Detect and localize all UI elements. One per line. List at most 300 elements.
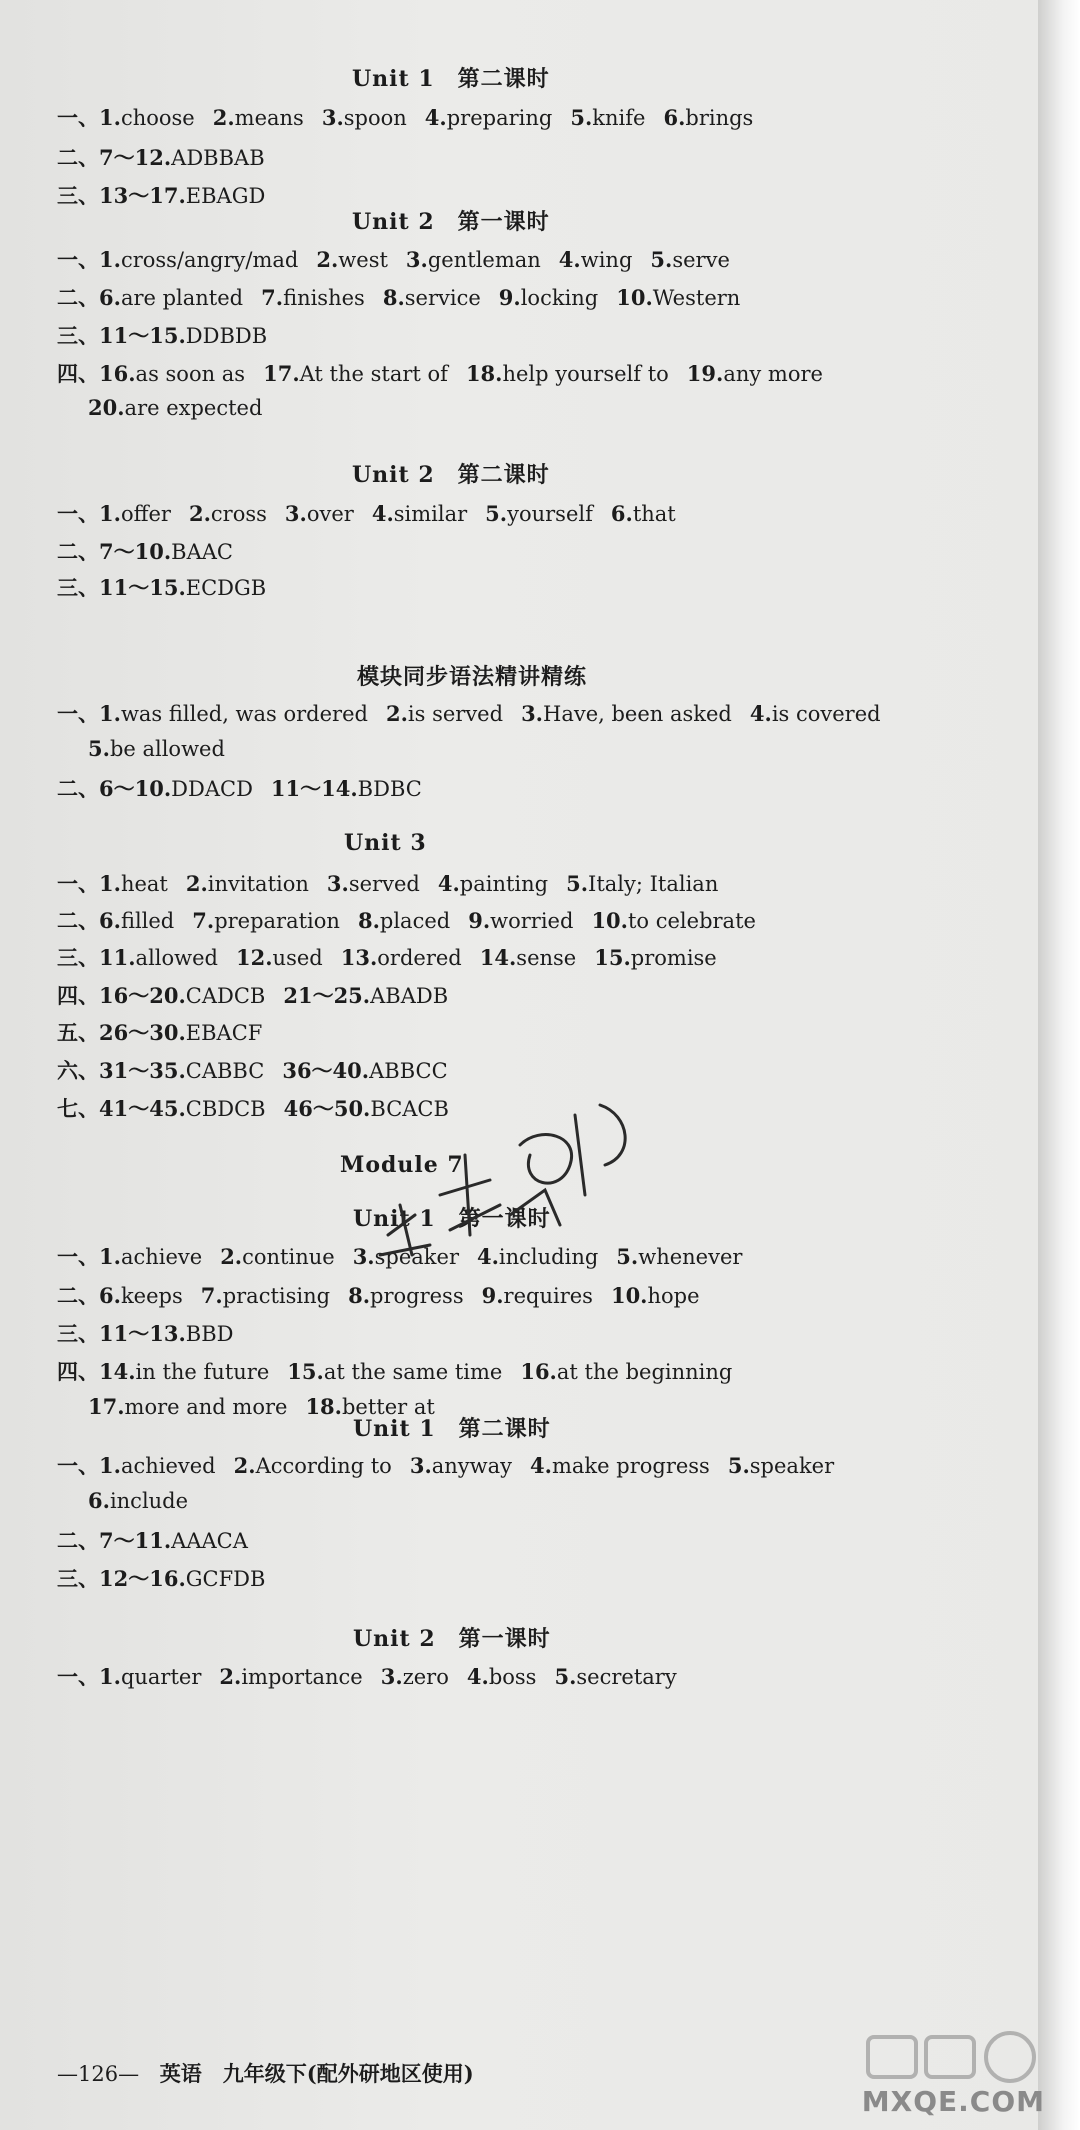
answer-item xyxy=(372,501,467,526)
answer-item xyxy=(99,1359,269,1384)
question-number: 6. xyxy=(99,285,121,310)
answer-item xyxy=(99,871,168,896)
answer-item xyxy=(99,701,368,726)
question-number: 2. xyxy=(185,871,208,896)
answer-text: invitation xyxy=(207,872,309,896)
part-label: 四、 xyxy=(57,1359,99,1384)
answer-row xyxy=(57,180,283,210)
answer-item xyxy=(285,501,354,526)
question-number: 4. xyxy=(437,871,460,896)
answer-text: offer xyxy=(120,502,171,526)
answer-item xyxy=(570,105,645,130)
answer-row xyxy=(57,572,284,602)
question-number: 3. xyxy=(521,701,543,726)
answer-item xyxy=(559,247,633,272)
part-label: 一、 xyxy=(57,1453,99,1478)
answer-item xyxy=(99,180,265,210)
section-title: Unit 2 第一课时 xyxy=(352,209,550,235)
answer-item xyxy=(520,1359,732,1384)
answer-text: include xyxy=(109,1489,189,1513)
part-label: 二、 xyxy=(57,145,99,170)
answer-text: continue xyxy=(242,1245,335,1269)
answer-item xyxy=(99,1244,202,1269)
answer-text: finishes xyxy=(283,286,365,310)
answer-item xyxy=(616,285,740,310)
answer-row xyxy=(57,1356,750,1386)
answer-text: EBAGD xyxy=(185,184,266,208)
answer-item xyxy=(322,105,407,130)
answer-text: was filled, was ordered xyxy=(120,702,368,726)
handwritten-scribble-graphic xyxy=(370,1085,670,1275)
answer-text: are planted xyxy=(120,286,244,310)
answer-item xyxy=(663,105,753,130)
answer-text: better at xyxy=(341,1395,435,1419)
answer-item xyxy=(99,1453,216,1478)
question-number: 5. xyxy=(485,501,508,526)
question-number: 5. xyxy=(88,736,110,761)
answer-item xyxy=(234,1453,392,1478)
answer-item xyxy=(213,105,304,130)
answer-item xyxy=(466,361,669,386)
answer-item xyxy=(99,285,243,310)
answer-item xyxy=(99,1664,201,1689)
answer-row xyxy=(57,1017,280,1047)
question-number: 3. xyxy=(284,501,307,526)
section-title: Unit 1 第二课时 xyxy=(353,1416,551,1442)
page-edge xyxy=(1038,0,1080,2130)
answer-text: boss xyxy=(488,1665,537,1689)
question-number: 16～20. xyxy=(99,983,186,1008)
question-number: 18. xyxy=(465,361,503,386)
answer-text: speaker xyxy=(749,1454,835,1478)
answer-text: including xyxy=(498,1245,599,1269)
answer-text: whenever xyxy=(638,1245,743,1269)
answer-item xyxy=(650,247,729,272)
answer-row xyxy=(57,142,283,172)
answer-text: hope xyxy=(647,1284,700,1308)
question-number: 41～45. xyxy=(99,1096,186,1121)
answer-item xyxy=(263,361,448,386)
answer-item xyxy=(386,701,503,726)
question-number: 2. xyxy=(219,1664,242,1689)
answer-item xyxy=(88,395,262,420)
answer-row xyxy=(57,358,841,388)
question-number: 9. xyxy=(468,908,491,933)
part-label: 二、 xyxy=(57,1528,99,1553)
answer-text: painting xyxy=(459,872,549,896)
answer-item xyxy=(358,908,450,933)
answer-text: service xyxy=(404,286,481,310)
answer-item xyxy=(88,1488,188,1513)
answer-item xyxy=(99,247,298,272)
answer-text: yourself xyxy=(507,502,593,526)
answer-text: more and more xyxy=(124,1395,288,1419)
answer-text: ordered xyxy=(377,946,462,970)
answer-item xyxy=(99,945,218,970)
question-number: 6. xyxy=(99,908,121,933)
answer-text: is covered xyxy=(771,702,881,726)
answer-text: over xyxy=(306,502,354,526)
answer-item xyxy=(383,285,481,310)
answer-item xyxy=(499,285,598,310)
answer-item xyxy=(482,1283,593,1308)
question-number: 12～16. xyxy=(99,1566,186,1591)
answer-row xyxy=(57,942,735,972)
part-label: 一、 xyxy=(57,1664,99,1689)
answer-text: progress xyxy=(370,1284,464,1308)
question-number: 2. xyxy=(212,105,235,130)
part-label: 二、 xyxy=(57,908,99,933)
answer-text: Western xyxy=(652,286,741,310)
question-number: 6. xyxy=(88,1488,110,1513)
part-label: 五、 xyxy=(57,1020,99,1045)
question-number: 3. xyxy=(409,1453,432,1478)
answer-item xyxy=(348,1283,464,1308)
answer-row xyxy=(57,868,736,898)
answer-text: achieved xyxy=(120,1454,216,1478)
question-number: 14. xyxy=(479,945,517,970)
answer-row xyxy=(57,980,466,1010)
part-label: 七、 xyxy=(57,1096,99,1121)
answer-text: Have, been asked xyxy=(543,702,732,726)
answer-item xyxy=(287,1359,502,1384)
answer-item xyxy=(438,871,548,896)
answer-item xyxy=(611,1283,700,1308)
answer-text: placed xyxy=(379,909,451,933)
question-number: 7. xyxy=(261,285,284,310)
answer-item xyxy=(88,1394,287,1419)
answer-item xyxy=(99,773,253,803)
part-label: 二、 xyxy=(57,776,99,801)
answer-text: achieve xyxy=(120,1245,203,1269)
answer-row xyxy=(88,395,280,420)
part-label: 三、 xyxy=(57,323,99,348)
answer-text: in the future xyxy=(135,1360,270,1384)
answer-item xyxy=(99,1525,248,1555)
question-number: 17. xyxy=(263,361,300,386)
answer-item xyxy=(282,1055,447,1085)
question-number: 9. xyxy=(498,285,521,310)
answer-text: heat xyxy=(120,872,168,896)
question-number: 5. xyxy=(650,247,673,272)
answer-text: DDACD xyxy=(171,777,253,801)
question-number: 11～15. xyxy=(99,575,186,600)
part-label: 四、 xyxy=(57,361,99,386)
question-number: 8. xyxy=(382,285,405,310)
answer-item xyxy=(327,871,420,896)
part-label: 一、 xyxy=(57,501,99,526)
question-number: 13. xyxy=(340,945,378,970)
answer-item xyxy=(261,285,365,310)
question-number: 11～13. xyxy=(99,1321,186,1346)
answer-row xyxy=(57,1055,466,1085)
answer-text: EBACF xyxy=(185,1021,263,1045)
section-title: Unit 3 xyxy=(344,830,427,856)
answer-item xyxy=(99,572,266,602)
answer-row xyxy=(57,773,440,803)
answer-item xyxy=(485,501,593,526)
answer-text: importance xyxy=(241,1665,363,1689)
watermark-text: MXQE.COM xyxy=(861,2085,1045,2118)
question-number: 4. xyxy=(558,247,581,272)
answer-item xyxy=(99,1283,183,1308)
book-subject: 英语 九年级下(配外研地区使用) xyxy=(159,2061,474,2086)
section-title: Unit 1 第二课时 xyxy=(352,66,550,92)
answer-row xyxy=(57,102,771,132)
answer-text: BAAC xyxy=(171,540,233,564)
question-number: 2. xyxy=(188,501,211,526)
section-title: Unit 1 第一课时 xyxy=(353,1206,551,1232)
question-number: 7. xyxy=(192,908,215,933)
part-label: 一、 xyxy=(57,247,99,272)
answer-text: locking xyxy=(520,286,599,310)
answer-text: sense xyxy=(516,946,577,970)
answer-text: GCFDB xyxy=(185,1567,266,1591)
question-number: 15. xyxy=(594,945,631,970)
answer-row xyxy=(57,1563,283,1593)
answer-row xyxy=(57,698,899,728)
part-label: 六、 xyxy=(57,1058,99,1083)
answer-item xyxy=(219,1664,362,1689)
question-number: 3. xyxy=(380,1664,403,1689)
part-label: 三、 xyxy=(57,183,99,208)
answer-row xyxy=(57,320,285,350)
answer-row xyxy=(57,498,694,528)
answer-item xyxy=(99,536,233,566)
section-title: 模块同步语法精讲精练 xyxy=(357,664,588,690)
answer-row xyxy=(57,244,748,274)
answer-item xyxy=(530,1453,710,1478)
answer-row xyxy=(57,1450,852,1480)
question-number: 5. xyxy=(727,1453,750,1478)
answer-item xyxy=(99,142,265,172)
answer-text: cross xyxy=(210,502,267,526)
answer-text: to celebrate xyxy=(627,909,756,933)
answer-item xyxy=(566,871,718,896)
answer-text: ABADB xyxy=(370,984,449,1008)
answer-row xyxy=(57,905,774,935)
answer-text: worried xyxy=(490,909,574,933)
answer-text: used xyxy=(272,946,323,970)
answer-item xyxy=(468,908,573,933)
answer-item xyxy=(99,320,267,350)
answer-text: preparation xyxy=(214,909,340,933)
question-number: 2. xyxy=(233,1453,256,1478)
question-number: 6. xyxy=(99,1283,121,1308)
question-number: 6. xyxy=(663,105,686,130)
question-number: 6～10. xyxy=(99,776,172,801)
question-number: 21～25. xyxy=(283,983,371,1008)
answer-item xyxy=(99,1093,266,1123)
question-number: 1. xyxy=(99,501,121,526)
question-number: 1. xyxy=(99,701,121,726)
answer-item xyxy=(554,1664,676,1689)
answer-text: Italy; Italian xyxy=(588,872,719,896)
answer-item xyxy=(406,247,541,272)
answer-text: means xyxy=(234,106,304,130)
part-label: 四、 xyxy=(57,983,99,1008)
part-label: 二、 xyxy=(57,1283,99,1308)
answer-row xyxy=(57,1661,695,1691)
question-number: 19. xyxy=(686,361,724,386)
answer-text: zero xyxy=(402,1665,449,1689)
answer-item xyxy=(236,945,323,970)
answer-text: serve xyxy=(672,248,730,272)
question-number: 4. xyxy=(749,701,772,726)
part-label: 一、 xyxy=(57,1244,99,1269)
answer-text: BDBC xyxy=(357,777,422,801)
answer-item xyxy=(521,701,732,726)
answer-row xyxy=(88,1488,206,1513)
answer-text: At the start of xyxy=(299,362,448,386)
question-number: 16. xyxy=(520,1359,557,1384)
page-number: —126— xyxy=(57,2062,140,2086)
answer-text: ABBCC xyxy=(369,1059,448,1083)
question-number: 2. xyxy=(316,247,339,272)
section-title: Module 7 xyxy=(340,1152,464,1178)
answer-text: brings xyxy=(685,106,754,130)
answer-item xyxy=(99,501,171,526)
question-number: 6. xyxy=(610,501,633,526)
question-number: 5. xyxy=(554,1664,577,1689)
question-number: 20. xyxy=(88,395,125,420)
question-number: 11～15. xyxy=(99,323,186,348)
answer-item xyxy=(283,980,448,1010)
answer-text: speaker xyxy=(374,1245,459,1269)
answer-item xyxy=(201,1283,330,1308)
question-number: 3. xyxy=(321,105,344,130)
question-number: 1. xyxy=(99,105,121,130)
answer-text: ADBBAB xyxy=(171,146,265,170)
question-number: 16. xyxy=(99,361,136,386)
answer-item xyxy=(594,945,717,970)
answer-text: choose xyxy=(120,106,195,130)
question-number: 7～12. xyxy=(99,145,172,170)
question-number: 11～14. xyxy=(270,776,358,801)
answer-text: keeps xyxy=(120,1284,183,1308)
answer-item xyxy=(728,1453,834,1478)
answer-text: gentleman xyxy=(427,248,541,272)
answer-text: promise xyxy=(630,946,717,970)
question-number: 11. xyxy=(99,945,136,970)
question-number: 14. xyxy=(99,1359,136,1384)
answer-text: similar xyxy=(393,502,468,526)
answer-text: served xyxy=(348,872,420,896)
answer-text: spoon xyxy=(343,106,407,130)
answer-row xyxy=(88,736,243,761)
question-number: 1. xyxy=(99,1453,121,1478)
question-number: 5. xyxy=(616,1244,639,1269)
question-number: 4. xyxy=(530,1453,552,1478)
answer-item xyxy=(88,736,225,761)
question-number: 4. xyxy=(371,501,394,526)
answer-item xyxy=(99,980,265,1010)
answer-row xyxy=(57,1280,718,1310)
answer-text: at the beginning xyxy=(556,1360,733,1384)
answer-text: secretary xyxy=(576,1665,677,1689)
answer-text: requires xyxy=(503,1284,593,1308)
answer-text: as soon as xyxy=(135,362,246,386)
answer-text: practising xyxy=(222,1284,331,1308)
answer-item xyxy=(192,908,340,933)
answer-text: any more xyxy=(723,362,823,386)
part-label: 三、 xyxy=(57,575,99,600)
answer-text: CADCB xyxy=(185,984,266,1008)
answer-text: DDBDB xyxy=(185,324,268,348)
answer-item xyxy=(99,1318,233,1348)
answer-text: quarter xyxy=(120,1665,202,1689)
part-label: 三、 xyxy=(57,945,99,970)
part-label: 一、 xyxy=(57,701,99,726)
answer-text: CBDCB xyxy=(185,1097,266,1121)
question-number: 46～50. xyxy=(283,1096,371,1121)
question-number: 9. xyxy=(481,1283,504,1308)
answer-item xyxy=(99,1055,264,1085)
question-number: 10. xyxy=(610,1283,648,1308)
answer-text: CABBC xyxy=(185,1059,265,1083)
answer-item xyxy=(186,871,309,896)
answer-text: According to xyxy=(255,1454,392,1478)
question-number: 31～35. xyxy=(99,1058,186,1083)
part-label: 一、 xyxy=(57,105,99,130)
answer-item xyxy=(467,1664,537,1689)
answer-text: west xyxy=(338,248,388,272)
question-number: 10. xyxy=(616,285,653,310)
answer-item xyxy=(381,1664,449,1689)
part-label: 三、 xyxy=(57,1321,99,1346)
answer-item xyxy=(99,361,245,386)
answer-text: wing xyxy=(580,248,633,272)
answer-text: be allowed xyxy=(109,737,225,761)
answer-text: filled xyxy=(120,909,175,933)
answer-text: at the same time xyxy=(323,1360,503,1384)
question-number: 1. xyxy=(99,1244,121,1269)
answer-item xyxy=(99,1563,265,1593)
answer-item xyxy=(425,105,553,130)
answer-item xyxy=(189,501,267,526)
answer-text: BBD xyxy=(185,1322,234,1346)
answer-item xyxy=(316,247,388,272)
answer-row xyxy=(57,1525,266,1555)
answer-text: that xyxy=(632,502,676,526)
question-number: 8. xyxy=(348,1283,371,1308)
part-label: 二、 xyxy=(57,285,99,310)
answer-item xyxy=(410,1453,512,1478)
question-number: 12. xyxy=(236,945,273,970)
question-number: 15. xyxy=(287,1359,324,1384)
question-number: 2. xyxy=(220,1244,243,1269)
answer-text: are expected xyxy=(124,396,263,420)
question-number: 1. xyxy=(99,247,121,272)
answer-row xyxy=(57,536,251,566)
answer-item xyxy=(271,773,422,803)
answer-item xyxy=(341,945,462,970)
answer-text: AAACA xyxy=(171,1529,248,1553)
question-number: 3. xyxy=(352,1244,375,1269)
question-number: 4. xyxy=(466,1664,489,1689)
question-number: 3. xyxy=(405,247,428,272)
question-number: 7～10. xyxy=(99,539,172,564)
answer-item xyxy=(480,945,576,970)
answer-text: is served xyxy=(407,702,504,726)
question-number: 1. xyxy=(99,1664,121,1689)
part-label: 三、 xyxy=(57,1566,99,1591)
answer-item xyxy=(687,361,823,386)
section-title: Unit 2 第二课时 xyxy=(352,462,550,488)
answer-item xyxy=(220,1244,335,1269)
answer-text: ECDGB xyxy=(185,576,267,600)
section-title: Unit 2 第一课时 xyxy=(353,1626,551,1652)
